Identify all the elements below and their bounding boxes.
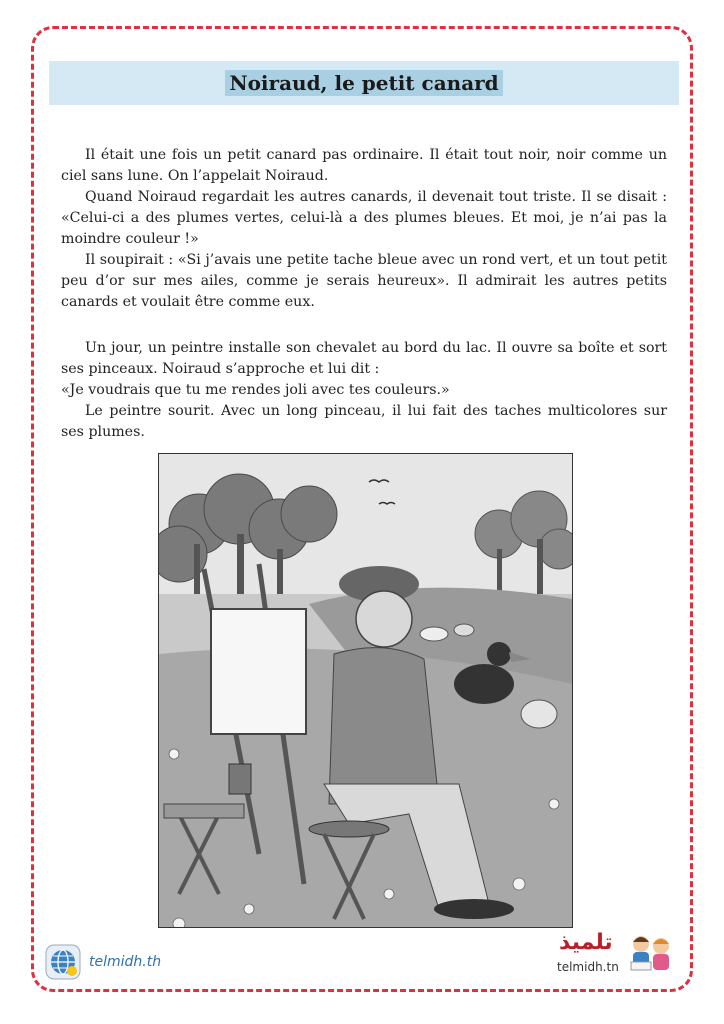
kids-reading-icon: [627, 932, 675, 976]
page-title: Noiraud, le petit canard: [225, 70, 502, 96]
paragraph-1: Il était une fois un petit canard pas ordinaire. Il était tout noir, noir comme un ciel sans lune. On l’appelait Noiraud.: [61, 147, 667, 184]
footer-left-text: telmidh.th: [89, 954, 162, 970]
paragraph-3: Il soupirait : «Si j’avais une petite tache bleue avec un rond vert, et un tout petit peu d’or sur mes ailes, comme je serais heureux». Il admirait les autres petits canards et voulait être comme eux.: [61, 252, 667, 310]
paragraph-5: «Je voudrais que tu me rendes joli avec tes couleurs.»: [61, 382, 450, 398]
story-block-1: [61, 145, 667, 313]
paragraph-6: Le peintre sourit. Avec un long pinceau, il lui fait des taches multicolores sur ses plumes.: [61, 403, 667, 440]
title-banner: [49, 61, 679, 105]
paragraph-2: Quand Noiraud regardait les autres canards, il devenait tout triste. Il se disait : «Celui-ci a des plumes vertes, celui-là a des plumes bleues. Et moi, je n’ai pas la moindre couleur !»: [61, 189, 667, 247]
logo-url-text: telmidh.tn: [557, 960, 619, 974]
story-block-2: [61, 338, 667, 443]
footer-left-brand: [45, 944, 161, 980]
footer-right-logo: [555, 930, 680, 980]
paragraph-4: Un jour, un peintre installe son chevalet au bord du lac. Il ouvre sa boîte et sort ses pinceaux. Noiraud s’approche et lui dit :: [61, 340, 667, 377]
globe-icon: [45, 944, 81, 980]
painter-illustration: [158, 453, 573, 928]
illustration-drawing: [159, 454, 572, 927]
logo-arabic-text: تلميذ: [559, 930, 613, 955]
